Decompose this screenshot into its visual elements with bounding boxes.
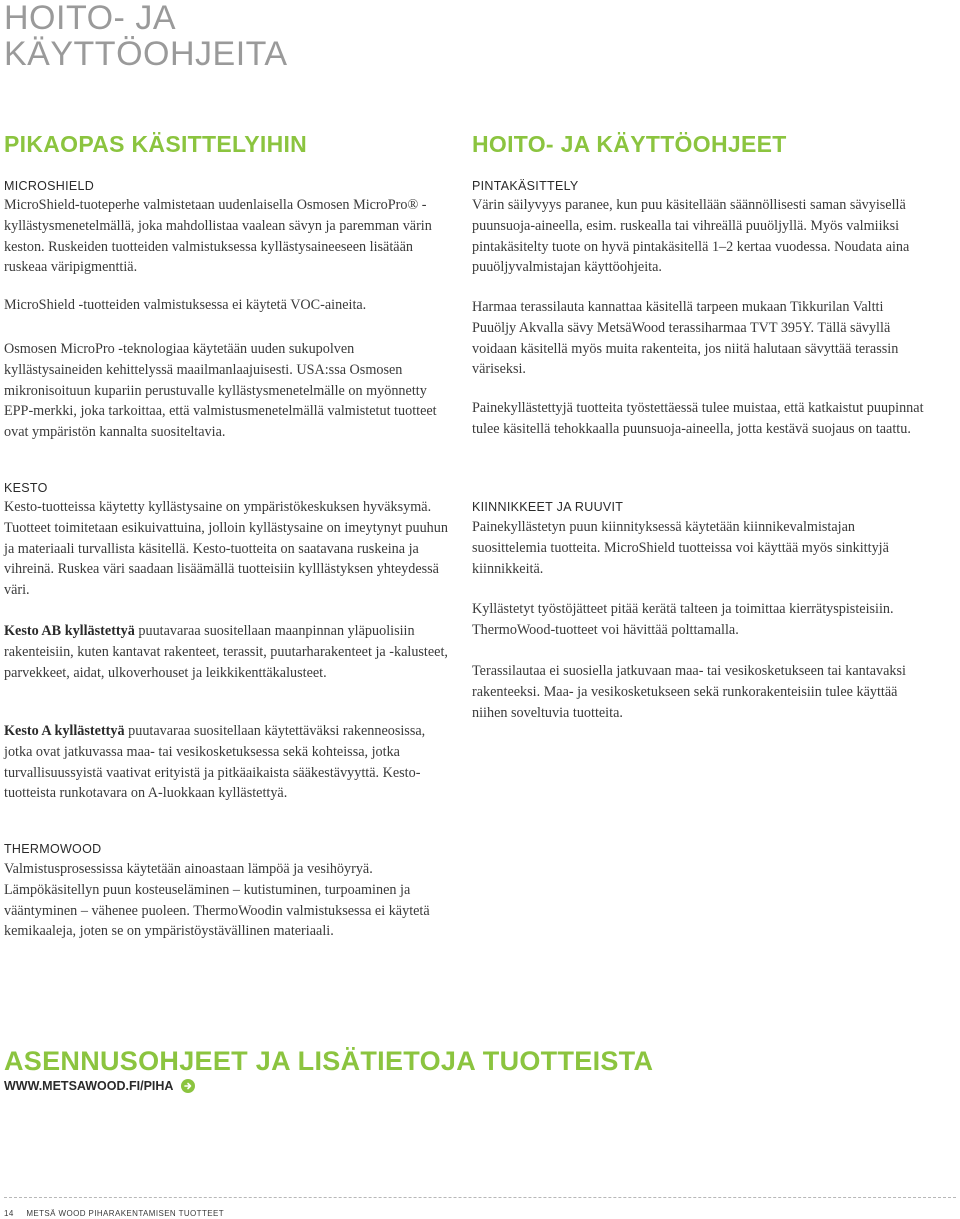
footer-text: METSÄ WOOD PIHARAKENTAMISEN TUOTTEET [26, 1209, 225, 1218]
microshield-paragraph-2: MicroShield -tuotteiden valmistuksessa ei käytetä VOC-aineita. [4, 297, 367, 313]
thermowood-title: THERMOWOOD [4, 842, 102, 856]
microshield-title: MICROSHIELD [4, 179, 95, 193]
page-title-line-2: KÄYTTÖOHJEITA [4, 35, 288, 73]
footer-divider [4, 1197, 956, 1198]
page-title-line-1: HOITO- JA [4, 0, 176, 37]
kiinnikkeet-paragraph-2: Kyllästetyt työstöjätteet pitää kerätä talteen ja toimittaa kierrätyspisteisiin. ThermoWood-tuotteet voi hävittää polttamalla. [472, 601, 894, 638]
thermowood-paragraph: Valmistusprosessissa käytetään ainoastaan lämpöä ja vesihöyryä. Lämpökäsitellyn puun kosteuseläminen – kutistuminen, turpoaminen ja vääntyminen – vähenee puoleen. ThermoWoodin valmistuksessa ei käytetä kemikaaleja, joten se on ympäristöystävällinen materiaali. [4, 861, 430, 940]
kesto-a-paragraph [4, 721, 456, 804]
bottom-section-heading: ASENNUSOHJEET JA LISÄTIETOJA TUOTTEISTA [4, 1046, 654, 1076]
kesto-ab-text: puutavaraa suositellaan maanpinnan yläpuolisiin rakenteisiin, kuten kantavat rakenteet, terassit, puutarharakenteet ja -kalusteet, parvekkeet, aidat, ulkoverhouset ja leikkikenttäkalusteet. [4, 623, 448, 681]
kiinnikkeet-paragraph-1: Painekyllästetyn puun kiinnityksessä käytetään kiinnikevalmistajan suosittelemia tuotteita. MicroShield tuotteissa voi käyttää myös sinkittyjä kiinnikkeitä. [472, 519, 889, 577]
website-link[interactable] [4, 1078, 195, 1094]
kesto-paragraph-1: Kesto-tuotteissa käytetty kyllästysaine on ympäristökeskuksen hyväksymä. Tuotteet toimitetaan esikuivattuina, jolloin kyllästysaine on imeytynyt puuhun ja materiaali turvallista käsitellä. Kesto-tuotteita on saatavana ruskeina ja vihreinä. Ruskea väri saadaan lisäämällä tuotteisiin kylllästyksen yhteydessä väri. [4, 499, 448, 599]
microshield-paragraph-1: MicroShield-tuoteperhe valmistetaan uudenlaisella Osmosen MicroPro® -kyllästysmenetelmällä, joka mahdollistaa vaalean sävyn ja paremman värin keston. Ruskeiden tuotteiden valmistuksessa kyllästysaineeseen lisätään ruskeaa väripigmenttiä. [4, 197, 432, 276]
kesto-a-bold: Kesto A kyllästettyä [4, 723, 125, 739]
pintakasittely-paragraph-1: Värin säilyvyys paranee, kun puu käsitellään säännöllisesti saman sävyisellä puunsuoja-aineella, esim. ruskealla tai vihreällä puuöljyllä. Myös valmiiksi pintakäsitelty tuote on hyvä pintakäsitellä 1–2 kertaa vuodessa. Noudata aina puuöljyvalmistajan käyttöohjeita. [472, 197, 910, 276]
pintakasittely-title: PINTAKÄSITTELY [472, 179, 579, 193]
kesto-ab-paragraph [4, 621, 456, 683]
pintakasittely-paragraph-2: Harmaa terassilauta kannattaa käsitellä tarpeen mukaan Tikkurilan Valtti Puuöljy Akvalla sävy MetsäWood terassiharmaa TVT 395Y. Tällä sävyllä voidaan käsitellä myös muita rakenteita, jos niitä halutaan sävyttää terassin väriseksi. [472, 299, 899, 378]
pintakasittely-paragraph-3: Painekyllästettyjä tuotteita työstettäessä tulee muistaa, että katkaistut puupinnat tulee käsitellä tehokkaalla puunsuoja-aineella, jotta kestävä suojaus on taattu. [472, 400, 924, 437]
footer [4, 1209, 224, 1219]
page-number: 14 [4, 1209, 14, 1218]
microshield-paragraph-3: Osmosen MicroPro -teknologiaa käytetään uuden sukupolven kyllästysaineiden kehittelyssä maailmanlaajuisesti. USA:ssa Osmosen mikronisoituun kupariin perustuvalle kyllästysmenetelmälle on myönnetty EPP-merkki, joka tarkoittaa, että valmistusmenetelmällä valmistetut tuotteet ovat ympäristön kannalta suositeltavia. [4, 341, 437, 441]
kiinnikkeet-title: KIINNIKKEET JA RUUVIT [472, 500, 624, 514]
right-section-heading: HOITO- JA KÄYTTÖOHJEET [472, 131, 787, 157]
website-link-text[interactable]: WWW.METSAWOOD.FI/PIHA [4, 1079, 174, 1093]
kesto-ab-bold: Kesto AB kyllästettyä [4, 623, 135, 639]
page-title [4, 0, 604, 72]
kiinnikkeet-paragraph-3: Terassilautaa ei suosiella jatkuvaan maa- tai vesikosketukseen tai kantavaksi rakenteeksi. Maa- ja vesikosketukseen sekä runkorakenteisiin tulee käyttää niihen soveltuvia tuotteita. [472, 663, 906, 721]
arrow-right-circle-icon[interactable] [181, 1079, 195, 1093]
left-section-heading: PIKAOPAS KÄSITTELYIHIN [4, 131, 308, 157]
kesto-title: KESTO [4, 481, 48, 495]
kesto-a-text: puutavaraa suositellaan käytettäväksi rakenneosissa, jotka ovat jatkuvassa maa- tai vesikosketuksessa sekä kohteissa, jotka turvallisuussyistä vaativat erityistä ja pitkäaikaista sääkestävyyttä. Kesto-tuotteista runkotavara on A-luokkaan kyllästettyä. [4, 723, 426, 802]
